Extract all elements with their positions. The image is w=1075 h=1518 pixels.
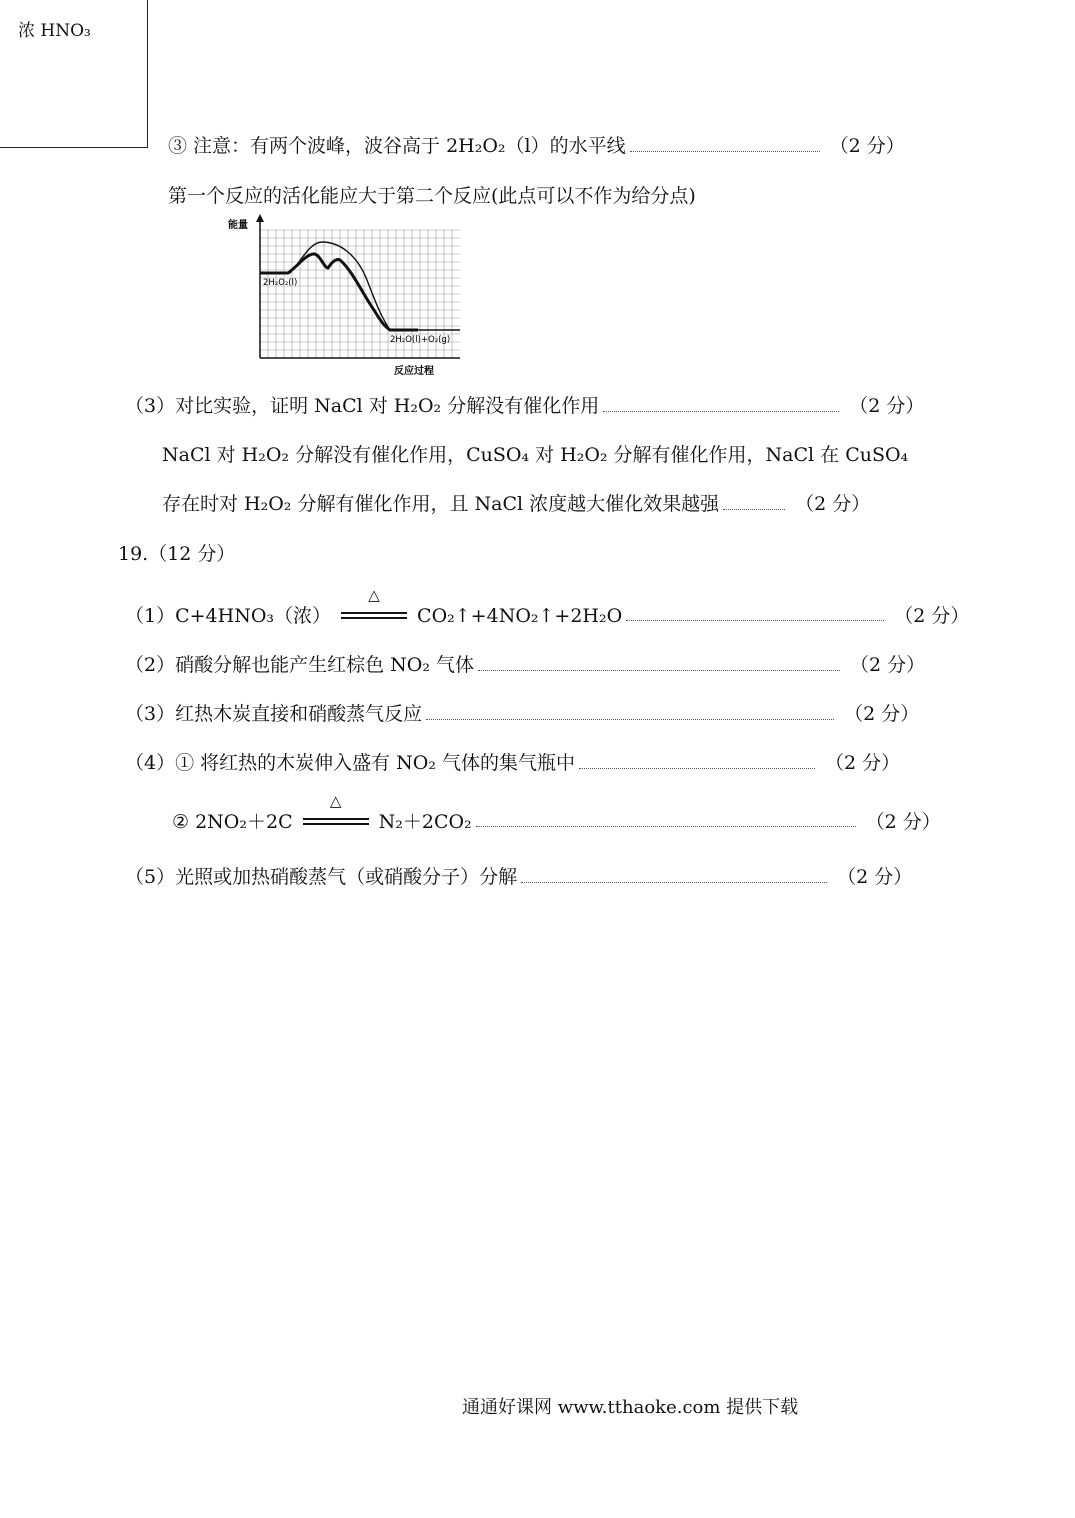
p4b-products: N₂＋2CO₂ xyxy=(378,811,472,833)
dot-leader xyxy=(603,410,839,412)
heat-triangle-icon: △ xyxy=(368,586,380,604)
score: （2 分） xyxy=(850,654,926,676)
heating-equals-sign xyxy=(341,586,407,622)
y-axis-arrow-icon xyxy=(256,214,264,222)
part3-line3-text: 存在时对 H₂O₂ 分解有催化作用，且 NaCl 浓度越大催化效果越强 xyxy=(162,493,720,515)
dot-leader xyxy=(626,619,884,621)
score: （2 分） xyxy=(844,703,920,725)
p4-text: （4）① 将红热的木炭伸入盛有 NO₂ 气体的集气瓶中 xyxy=(125,752,576,774)
score: （2 分） xyxy=(795,493,871,515)
q19-part5 xyxy=(125,862,912,889)
dot-leader xyxy=(521,881,827,883)
dot-leader xyxy=(579,767,815,769)
q19-part4 xyxy=(125,748,900,775)
dot-leader xyxy=(426,718,834,720)
q18-part3 xyxy=(125,391,924,418)
q18-line3 xyxy=(168,131,905,158)
note-text: 第一个反应的活化能应大于第二个反应(此点可以不作为给分点) xyxy=(168,185,696,207)
score: （2 分） xyxy=(837,866,913,888)
q19-part2 xyxy=(125,650,925,677)
dot-leader xyxy=(723,508,785,510)
dot-leader xyxy=(476,825,856,827)
q18-part3-line3 xyxy=(162,489,870,516)
q19-title xyxy=(118,539,235,566)
p4b-reactants: ② 2NO₂＋2C xyxy=(172,811,293,833)
dot-leader xyxy=(630,150,820,152)
energy-diagram xyxy=(222,210,472,380)
score: （2 分） xyxy=(829,135,905,157)
score: （2 分） xyxy=(825,752,901,774)
p3-text: （3）红热木炭直接和硝酸蒸气反应 xyxy=(125,703,423,725)
footer-source xyxy=(462,1393,798,1419)
q18-part3-line2 xyxy=(162,440,908,467)
part3-text: （3）对比实验，证明 NaCl 对 H₂O₂ 分解没有催化作用 xyxy=(125,395,600,417)
score: （2 分） xyxy=(865,811,941,833)
question-number: 19.（12 分） xyxy=(118,543,236,565)
footer-text: 通通好课网 www.tthaoke.com 提供下载 xyxy=(462,1397,799,1418)
score: （2 分） xyxy=(894,605,970,627)
heating-equals-sign xyxy=(303,792,369,828)
corner-box xyxy=(0,0,148,148)
q18-line3-text: ③ 注意：有两个波峰，波谷高于 2H₂O₂（l）的水平线 xyxy=(168,135,626,157)
start-state-label: 2H₂O₂(l) xyxy=(263,278,298,288)
p5-text: （5）光照或加热硝酸蒸气（或硝酸分子）分解 xyxy=(125,866,518,888)
part3-line2-text: NaCl 对 H₂O₂ 分解没有催化作用，CuSO₄ 对 H₂O₂ 分解有催化作用，NaCl 在 CuSO₄ xyxy=(162,444,909,466)
heat-triangle-icon: △ xyxy=(329,792,342,810)
q19-part4b xyxy=(172,792,941,834)
q18-line3-note xyxy=(168,181,696,208)
p2-text: （2）硝酸分解也能产生红棕色 NO₂ 气体 xyxy=(125,654,474,676)
q19-part3 xyxy=(125,699,919,726)
p1-products: CO₂↑+4NO₂↑+2H₂O xyxy=(417,605,623,627)
p1-reactants: （1）C+4HNO₃（浓） xyxy=(125,605,332,627)
end-state-label: 2H₂O(l)+O₂(g) xyxy=(390,335,451,345)
score: （2 分） xyxy=(849,395,925,417)
q19-part1 xyxy=(125,586,970,628)
corner-box-label: 浓 HNO₃ xyxy=(18,21,91,41)
x-axis-label: 反应过程 xyxy=(394,366,434,377)
dot-leader xyxy=(478,669,840,671)
y-axis-label: 能量 xyxy=(228,220,248,231)
